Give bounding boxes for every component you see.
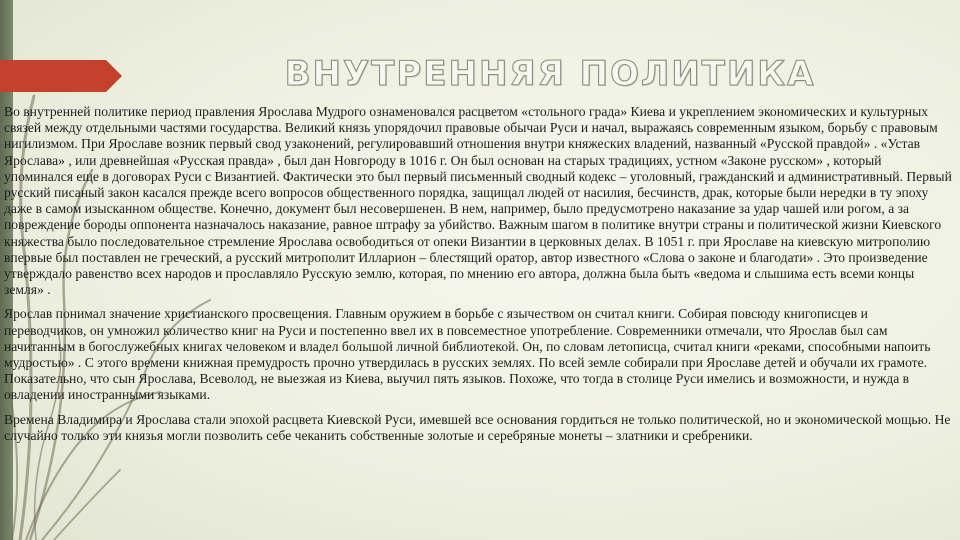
paragraph-2: Ярослав понимал значение христианского просвещения. Главным оружием в борьбе с язычеством он считал книги. Собирая повсюду книгописцев и переводчиков, он умножил количество книг на Руси и постепенно ввел их в повсеместное употребление. Современники отмечали, что Ярослав был сам начитанным в богослужебных книгах человеком и владел большой личной библиотекой. Он, по словам летописца, считал книги «реками, способными напоить мудростью» . С этого времени книжная премудрость прочно утвердилась в русских землях. По всей земле собирали при Ярославе детей и обучали их грамоте. Показательно, что сын Ярослава, Всеволод, не выезжая из Киева, выучил пять языков. Похоже, что тогда в столице Руси имелись и возможности, и нужда в овладении иностранными языками. xyxy=(4,306,931,403)
paragraph-1: Во внутренней политике период правления Ярослава Мудрого ознаменовался расцветом «стольного града» Киева и укреплением экономических и культурных связей между отдельными частями государства. Великий князь упорядочил правовые обычаи Руси и начал, выражаясь современным языком, борьбу с правовым нигилизмом. При Ярославе возник первый свод узаконений, регулировавший отношения внутри княжеских владений, названный «Русской правдой» . «Устав Ярослава» , или древнейшая «Русская правда» , был дан Новгороду в 1016 г. Он был основан на старых традициях, устном «Законе русском» , который упоминался еще в договорах Руси с Византией. Фактически это был первый письменный сводный кодекс – уголовный, гражданский и административный. Первый русский писаный закон касался прежде всего вопросов общественного порядка, защищал людей от насилия, бесчинств, драк, которые были нередки в ту эпоху даже в самом изысканном обществе. Конечно, документ был несовершенен. В нем, например, было предусмотрено наказание за удар чашей или рогом, а за повреждение бороды оппонента назначалось наказание, равное штрафу за убийство. Важным шагом в политике внутри страны и политической жизни Киевского княжества было последовательное стремление Ярослава освободиться от опеки Византии в церковных делах. В 1051 г. при Ярославе на киевскую митрополию впервые был поставлен не греческий, а русский митрополит Илларион – блестящий оратор, автор известного «Слова о законе и благодати» . Это произведение утверждало равенство всех народов и прославляло Русскую землю, которая, по мнению его автора, должна была быть «ведома и слышима есть всеми концы земля» . xyxy=(4,104,952,298)
slide-body xyxy=(4,104,952,452)
slide-title: ВНУТРЕННЯЯ ПОЛИТИКА xyxy=(284,54,816,94)
paragraph-3: Времена Владимира и Ярослава стали эпохой расцвета Киевской Руси, имевшей все основания гордиться не только политической, но и экономической мощью. Не случайно только эти князья могли позволить себе чеканить собственные золотые и серебряные монеты – златники и сребреники. xyxy=(4,411,951,443)
